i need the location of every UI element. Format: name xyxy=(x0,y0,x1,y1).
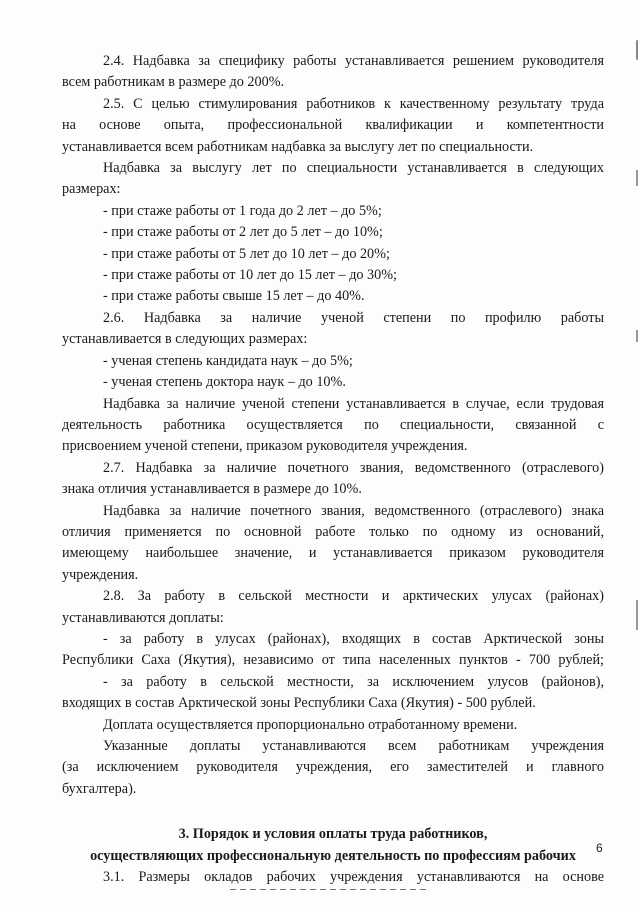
document-line: входящих в состав Арктической зоны Республики Саха (Якутия) - 500 рублей. xyxy=(62,695,536,712)
document-line: - при стаже работы свыше 15 лет – до 40%. xyxy=(103,288,365,305)
document-line: устанавливаются доплаты: xyxy=(62,609,224,626)
document-line: Надбавка за наличие почетного звания, ведомственного (отраслевого) знака xyxy=(103,502,604,519)
section-heading-line2: осуществляющих профессиональную деятельность по профессиям рабочих xyxy=(90,847,576,864)
document-line: учреждения. xyxy=(62,566,139,583)
section-heading-line1: 3. Порядок и условия оплаты труда работников, xyxy=(178,826,488,843)
document-line: Доплата осуществляется пропорционально отработанному времени. xyxy=(103,716,518,733)
document-line: отличия применяется по основной работе только по одному из оснований, xyxy=(62,523,604,540)
scan-artifact xyxy=(636,40,638,60)
document-line: - за работу в улусах (районах), входящих в состав Арктической зоны xyxy=(103,630,604,647)
document-line: всем работникам в размере до 200%. xyxy=(62,74,285,91)
document-line: - ученая степень доктора наук – до 10%. xyxy=(103,374,346,391)
document-line: - при стаже работы от 1 года до 2 лет – до 5%; xyxy=(103,202,382,219)
document-line: 2.5. С целью стимулирования работников к качественному результату труда xyxy=(103,95,604,112)
document-line: на основе опыта, профессиональной квалификации и компетентности xyxy=(62,117,604,134)
document-line: - при стаже работы от 5 лет до 10 лет – до 20%; xyxy=(103,245,390,262)
document-line: знака отличия устанавливается в размере до 10%. xyxy=(62,481,362,498)
document-line: Указанные доплаты устанавливаются всем работникам учреждения xyxy=(103,738,604,754)
document-line: - ученая степень кандидата наук – до 5%; xyxy=(103,352,353,369)
page-number: 6 xyxy=(596,841,603,855)
document-line: Надбавка за наличие ученой степени устанавливается в случае, если трудовая xyxy=(103,395,604,412)
document-line: - при стаже работы от 10 лет до 15 лет – до 30%; xyxy=(103,267,397,284)
document-line: - за работу в сельской местности, за исключением улусов (районов), xyxy=(103,673,604,690)
document-line: 2.4. Надбавка за специфику работы устанавливается решением руководителя xyxy=(103,53,604,69)
document-line: 2.8. За работу в сельской местности и арктических улусах (районах) xyxy=(103,588,604,605)
paragraph-list xyxy=(62,51,604,800)
scan-artifact xyxy=(230,889,430,890)
document-line: устанавливается в следующих размерах: xyxy=(62,331,308,348)
document-line: устанавливается всем работникам надбавка за выслугу лет по специальности. xyxy=(62,138,534,155)
section-first-line: 3.1. Размеры окладов рабочих учреждения устанавливаются на основе xyxy=(103,869,604,886)
document-line: Республики Саха (Якутия), независимо от типа населенных пунктов - 700 рублей; xyxy=(62,652,604,669)
document-line: (за исключением руководителя учреждения, его заместителей и главного xyxy=(62,759,604,776)
document-line: деятельность работника осуществляется по специальности, связанной с xyxy=(62,416,604,433)
scan-artifact xyxy=(636,170,638,186)
document-line: размерах: xyxy=(62,181,121,198)
scan-artifact xyxy=(636,600,638,630)
document-line: имеющему наибольшее значение, и устанавливается приказом руководителя xyxy=(62,545,604,562)
document-line: присвоением ученой степени, приказом руководителя учреждения. xyxy=(62,438,468,455)
document-body xyxy=(62,51,604,888)
document-line: 2.6. Надбавка за наличие ученой степени по профилю работы xyxy=(103,309,604,326)
scan-artifact xyxy=(636,330,638,342)
document-line: бухгалтера). xyxy=(62,780,137,797)
document-line: Надбавка за выслугу лет по специальности устанавливается в следующих xyxy=(103,160,604,177)
document-line: 2.7. Надбавка за наличие почетного звания, ведомственного (отраслевого) xyxy=(103,459,604,476)
document-line: - при стаже работы от 2 лет до 5 лет – до 10%; xyxy=(103,224,383,241)
